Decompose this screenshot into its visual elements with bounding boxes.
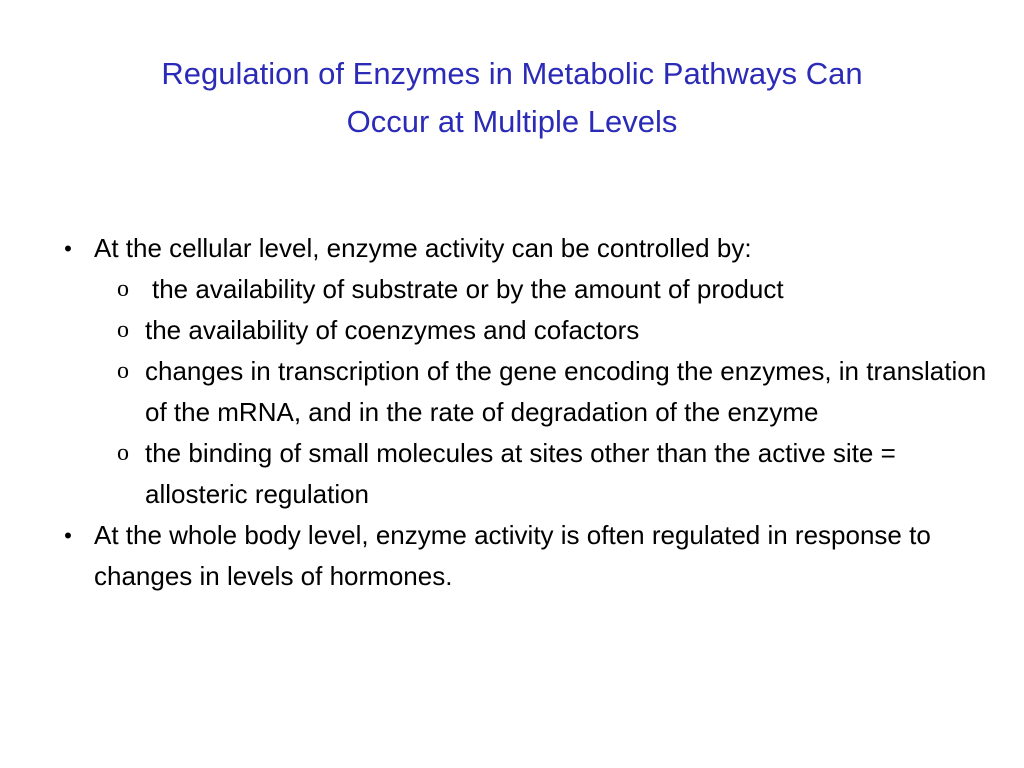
sub-bullet-circle-icon: o: [117, 276, 129, 302]
bullet-dot-icon: •: [64, 236, 72, 261]
slide-title-line-1: Regulation of Enzymes in Metabolic Pathways Can: [161, 56, 863, 91]
bullet-text: At the whole body level, enzyme activity is often regulated in response to changes in levels of hormones.: [94, 520, 931, 591]
bullet-item: [58, 515, 998, 597]
sub-bullet-circle-icon: o: [117, 358, 129, 384]
sub-bullet-item: [58, 310, 998, 351]
slide-title-line-2: Occur at Multiple Levels: [346, 104, 678, 139]
bullet-text: At the cellular level, enzyme activity can be controlled by:: [94, 233, 752, 263]
sub-bullet-circle-icon: o: [117, 317, 129, 343]
bullet-dot-icon: •: [64, 523, 72, 548]
sub-bullet-circle-icon: o: [117, 440, 129, 466]
sub-bullet-text: changes in transcription of the gene encoding the enzymes, in translation of the mRNA, and in the rate of degradation of the enzyme: [145, 356, 987, 427]
sub-bullet-item: [58, 269, 998, 310]
bullet-item: [58, 228, 998, 269]
slide-body: [58, 228, 998, 597]
sub-bullet-text: the binding of small molecules at sites other than the active site = allosteric regulation: [145, 438, 896, 509]
slide-title: [90, 50, 934, 146]
sub-bullet-item: [58, 351, 998, 433]
sub-bullet-text: the availability of coenzymes and cofactors: [145, 315, 640, 345]
sub-bullet-item: [58, 433, 998, 515]
sub-bullet-text: the availability of substrate or by the amount of product: [152, 274, 784, 304]
